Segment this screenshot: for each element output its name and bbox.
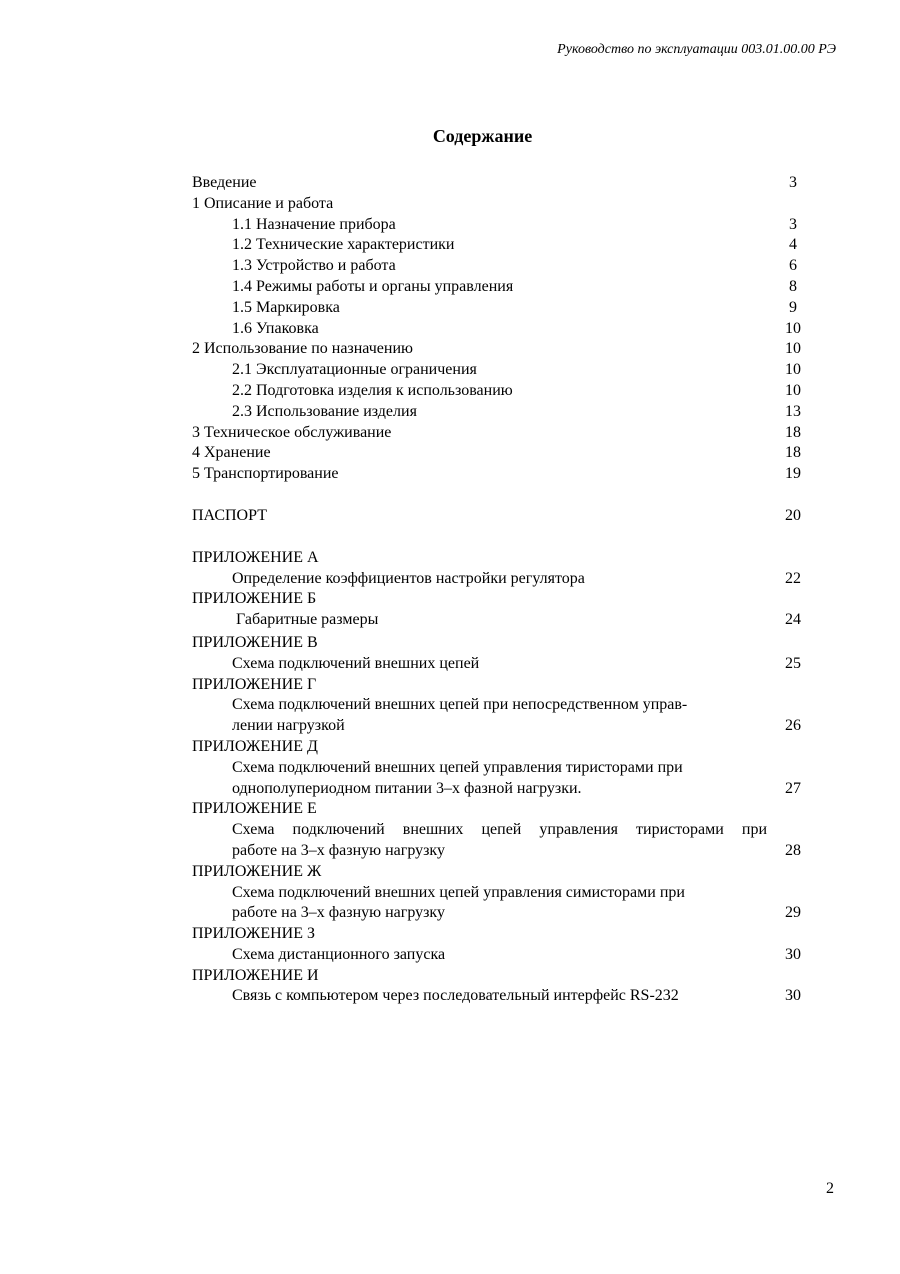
toc-entry-page: 26 xyxy=(785,717,801,735)
toc-entry-text: ПРИЛОЖЕНИЕ Ж xyxy=(192,862,322,880)
toc-entry-page: 27 xyxy=(785,779,801,797)
toc-entry-page: 9 xyxy=(789,298,797,316)
toc-entry-text: работе на 3–х фазную нагрузку xyxy=(232,904,445,922)
toc-entry-text: 5 Транспортирование xyxy=(192,465,339,483)
toc-entry-text: однополупериодном питании 3–х фазной нагрузки. xyxy=(232,779,582,797)
toc-entry-page: 24 xyxy=(785,611,801,629)
toc-entry-page: 25 xyxy=(785,654,801,672)
toc-entry-text: 1.1 Назначение прибора xyxy=(232,215,396,233)
toc-entry-page: 10 xyxy=(785,319,801,337)
toc-entry-page: 10 xyxy=(785,340,801,358)
toc-entry-text: ПРИЛОЖЕНИЕ Г xyxy=(192,675,317,693)
toc-entry-text: 2.1 Эксплуатационные ограничения xyxy=(232,361,477,379)
toc-entry-appendix-zh xyxy=(192,862,801,883)
toc-entry-text: Схема дистанционного запуска xyxy=(232,945,446,963)
toc-entry-section-1 xyxy=(192,194,801,215)
toc-entry-text: работе на 3–х фазную нагрузку xyxy=(232,841,445,859)
toc-entry-appendix-g xyxy=(192,675,801,696)
toc-entry-section-2-3 xyxy=(192,402,801,423)
toc-entry-text: ПРИЛОЖЕНИЕ Б xyxy=(192,590,317,608)
toc-entry-section-1-4 xyxy=(192,277,801,298)
toc-entry-section-4 xyxy=(192,443,801,464)
toc-entry-appendix-g-title-line1 xyxy=(192,695,801,716)
toc-entry-page: 29 xyxy=(785,904,801,922)
toc-entry-appendix-e xyxy=(192,799,801,820)
toc-entry-text: 1.6 Упаковка xyxy=(232,319,319,337)
toc-entry-page: 4 xyxy=(789,236,797,254)
toc-entry-text: 1.3 Устройство и работа xyxy=(232,257,396,275)
toc-entry-section-1-6 xyxy=(192,319,801,340)
toc-entry-section-1-1 xyxy=(192,215,801,236)
toc-entry-page: 30 xyxy=(785,945,801,963)
toc-entry-page: 19 xyxy=(785,465,801,483)
toc-entry-page: 3 xyxy=(789,215,797,233)
toc-entry-section-1-3 xyxy=(192,256,801,277)
toc-entry-text: Схема подключений внешних цепей управления тиристорами при xyxy=(232,821,767,839)
toc-entry-text: 3 Техническое обслуживание xyxy=(192,423,392,441)
toc-entry-text: ПРИЛОЖЕНИЕ А xyxy=(192,548,319,566)
toc-entry-appendix-e-title-line2 xyxy=(192,841,801,862)
toc-entry-appendix-v xyxy=(192,633,801,654)
table-of-contents xyxy=(192,173,801,1007)
toc-entry-page: 3 xyxy=(789,174,797,191)
toc-entry-page: 30 xyxy=(785,987,801,1005)
toc-entry-section-5 xyxy=(192,464,801,485)
toc-entry-page: 28 xyxy=(785,841,801,859)
toc-entry-appendix-d-title-line2 xyxy=(192,779,801,800)
toc-entry-text: Определение коэффициентов настройки регулятора xyxy=(232,569,585,587)
toc-entry-text: Габаритные размеры xyxy=(236,611,379,629)
toc-entry-text: ПРИЛОЖЕНИЕ З xyxy=(192,925,316,943)
toc-entry-text: ПРИЛОЖЕНИЕ В xyxy=(192,633,318,651)
toc-entry-appendix-b-title xyxy=(192,610,801,631)
toc-entry-section-2 xyxy=(192,339,801,360)
toc-entry-text: ПРИЛОЖЕНИЕ Е xyxy=(192,800,317,818)
toc-entry-section-2-1 xyxy=(192,360,801,381)
toc-entry-introduction xyxy=(192,173,801,194)
toc-entry-appendix-z xyxy=(192,924,801,945)
toc-entry-appendix-v-title xyxy=(192,654,801,675)
toc-entry-section-2-2 xyxy=(192,381,801,402)
toc-entry-appendix-a-title xyxy=(192,569,801,590)
toc-entry-page: 20 xyxy=(785,506,801,524)
toc-entry-appendix-a xyxy=(192,548,801,569)
toc-entry-page: 10 xyxy=(785,381,801,399)
toc-entry-section-1-5 xyxy=(192,298,801,319)
toc-entry-text: Введение xyxy=(192,174,257,191)
toc-entry-appendix-i xyxy=(192,966,801,987)
toc-entry-text: ПРИЛОЖЕНИЕ Д xyxy=(192,737,318,755)
toc-entry-text: 1.2 Технические характеристики xyxy=(232,236,455,254)
toc-entry-appendix-zh-title-line2 xyxy=(192,903,801,924)
toc-entry-text: Схема подключений внешних цепей xyxy=(232,654,480,672)
toc-entry-text: 2.2 Подготовка изделия к использованию xyxy=(232,381,513,399)
toc-entry-text: ПРИЛОЖЕНИЕ И xyxy=(192,966,319,984)
running-header: Руководство по эксплуатации 003.01.00.00 РЭ xyxy=(557,42,836,57)
toc-entry-section-1-2 xyxy=(192,235,801,256)
toc-entry-text: 4 Хранение xyxy=(192,444,271,462)
page-number: 2 xyxy=(826,1180,834,1197)
toc-entry-text: 2.3 Использование изделия xyxy=(232,402,417,420)
toc-entry-text: Схема подключений внешних цепей при непосредственном управ- xyxy=(232,696,688,714)
toc-entry-appendix-zh-title-line1 xyxy=(192,883,801,904)
toc-entry-page: 18 xyxy=(785,423,801,441)
page-title: Содержание xyxy=(432,126,533,146)
toc-entry-appendix-d xyxy=(192,737,801,758)
toc-entry-appendix-i-title xyxy=(192,986,801,1007)
toc-entry-text: 1.4 Режимы работы и органы управления xyxy=(232,277,514,295)
toc-entry-page: 18 xyxy=(785,444,801,462)
toc-entry-page: 6 xyxy=(789,257,797,275)
toc-entry-appendix-b xyxy=(192,589,801,610)
toc-entry-appendix-d-title-line1 xyxy=(192,758,801,779)
toc-entry-appendix-g-title-line2 xyxy=(192,716,801,737)
toc-entry-appendix-e-title-line1 xyxy=(192,820,801,841)
toc-entry-text: 1.5 Маркировка xyxy=(232,298,340,316)
toc-entry-page: 10 xyxy=(785,361,801,379)
toc-entry-text: 1 Описание и работа xyxy=(192,194,334,212)
toc-entry-page: 22 xyxy=(785,569,801,587)
toc-entry-text: Схема подключений внешних цепей управления тиристорами при xyxy=(232,758,683,776)
toc-entry-text: лении нагрузкой xyxy=(232,717,345,735)
toc-entry-section-3 xyxy=(192,423,801,444)
toc-entry-text: ПАСПОРТ xyxy=(192,506,267,524)
toc-entry-page: 13 xyxy=(785,402,801,420)
toc-entry-appendix-z-title xyxy=(192,945,801,966)
toc-entry-text: 2 Использование по назначению xyxy=(192,340,413,358)
toc-entry-text: Схема подключений внешних цепей управления симисторами при xyxy=(232,883,685,901)
toc-entry-page: 8 xyxy=(789,277,797,295)
toc-entry-passport xyxy=(192,506,801,527)
toc-entry-text: Связь с компьютером через последовательный интерфейс RS-232 xyxy=(232,987,679,1005)
